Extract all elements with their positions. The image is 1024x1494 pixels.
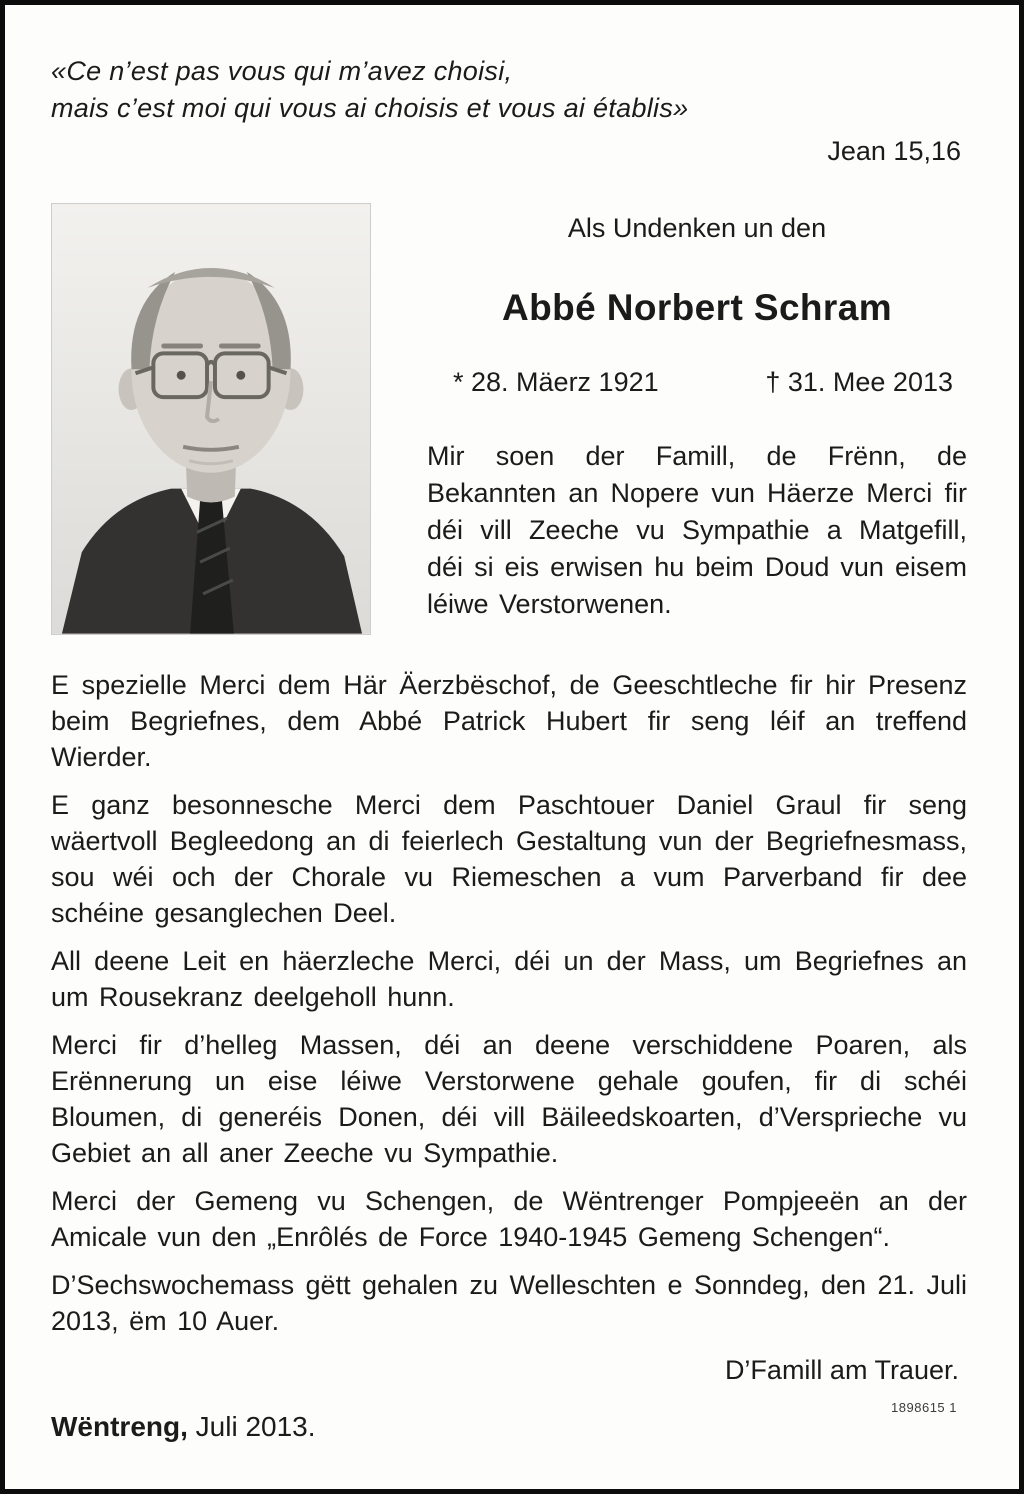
print-number: 1898615 1 [891, 1400, 957, 1415]
paragraph: Merci der Gemeng vu Schengen, de Wëntrenger Pompjeeën an der Amicale vun den „Enrôlés de Force 1940-1945 Gemeng Schengen“. [51, 1186, 967, 1252]
thanks-paragraph: Mir soen der Famill, de Frënn, de Bekannten an Nopere vun Häerze Merci fir déi vill Zeeche vu Sympathie a Matgefill, déi si eis erwisen hu beim Doud vun eisem léiwe Verstorwenen. [427, 441, 967, 619]
paragraph: Merci fir d’helleg Massen, déi an deene verschiddene Poaren, als Erënnerung un eise léiwe Verstorwene gehale goufen, fir di schéi Bloumen, di generéis Donen, déi vill Bäileedskoarten, d’Versprieche vu Gebiet an all aner Zeeche vu Sympathie. [51, 1030, 967, 1168]
quote-reference: Jean 15,16 [827, 136, 961, 166]
memorial-intro: Als Undenken un den [567, 213, 827, 243]
portrait-illustration [52, 204, 370, 634]
quote-block [51, 53, 967, 169]
quote-line-2: mais c’est moi qui vous ai choisis et vous ai établis» [51, 93, 689, 123]
memorial-header [427, 203, 967, 635]
family-signature: D’Famill am Trauer. [724, 1355, 959, 1385]
paragraph: E spezielle Merci dem Här Äerzbëschof, de Geeschtleche fir hir Presenz beim Begriefnes, dem Abbé Patrick Hubert fir seng léif an treffend Wierder. [51, 670, 967, 772]
paragraph: All deene Leit en häerzleche Merci, déi un der Mass, um Begriefnes an um Rousekranz deelgeholl hunn. [51, 946, 967, 1012]
quote-line-1: «Ce n’est pas vous qui m’avez choisi, [51, 56, 513, 86]
body-text [51, 667, 967, 1339]
place-date: Juli 2013. [187, 1411, 316, 1442]
deceased-name: Abbé Norbert Schram [501, 287, 892, 328]
portrait-photo [51, 203, 371, 635]
place-date-line [51, 1411, 316, 1443]
paragraph: E ganz besonnesche Merci dem Paschtouer Daniel Graul fir seng wäertvoll Begleedong an di feierlech Gestaltung vun der Begriefnesmass, sou wéi och der Chorale vu Riemeschen a vum Parverband fir dee schéine gesanglechen Deel. [51, 790, 967, 928]
death-date: † 31. Mee 2013 [765, 367, 953, 397]
birth-date: * 28. Mäerz 1921 [453, 367, 659, 397]
top-section [51, 203, 967, 635]
place-name: Wëntreng, [51, 1411, 188, 1442]
paragraph: D’Sechswochemass gëtt gehalen zu Welleschten e Sonndeg, den 21. Juli 2013, ëm 10 Auer. [51, 1270, 967, 1336]
life-dates [427, 367, 967, 398]
